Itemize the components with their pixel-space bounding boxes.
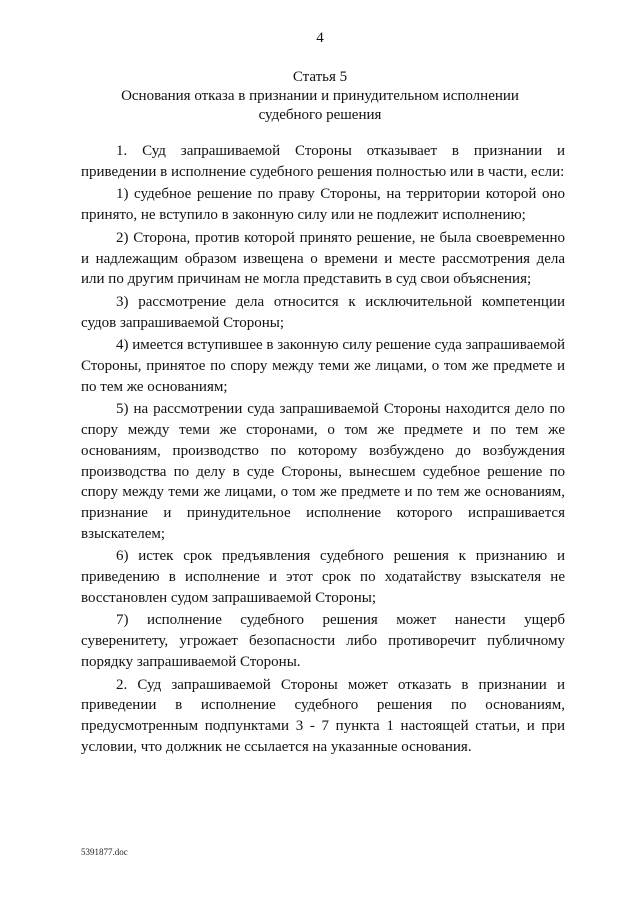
article-subtitle-line-1: Основания отказа в признании и принудительном исполнении xyxy=(121,88,519,104)
subpoint-2: 2) Сторона, против которой принято решение, не была своевременно и надлежащим образом извещена о времени и месте рассмотрения дела или по другим причинам не могла представить в суд свои объяснения; xyxy=(81,229,565,288)
article-subtitle-line-2: судебного решения xyxy=(258,107,382,123)
paragraph-2: 2. Суд запрашиваемой Стороны может отказать в признании и приведении в исполнение судебного решения по основаниям, предусмотренным подпунктами 3 - 7 пункта 1 настоящей статьи, и при условии, что должник не ссылается на указанные основания. xyxy=(81,676,565,755)
subpoint-4: 4) имеется вступившее в законную силу решение суда запрашиваемой Стороны, принятое по спору между теми же лицами, о том же предмете и по тем же основаниям; xyxy=(81,337,566,395)
article-heading xyxy=(80,68,560,125)
document-code: 5391877.doc xyxy=(81,847,128,857)
paragraph-1: 1. Суд запрашиваемой Стороны отказывает в признании и приведении в исполнение судебного решения полностью или в части, если: xyxy=(81,143,565,180)
page-number: 4 xyxy=(316,30,324,46)
subpoint-7: 7) исполнение судебного решения может нанести ущерб суверенитету, угрожает безопасности либо противоречит публичному порядку запрашиваемой Стороны. xyxy=(81,612,565,670)
article-title: Статья 5 xyxy=(292,69,348,85)
subpoint-6: 6) истек срок предъявления судебного решения к признанию и приведению в исполнение и этот срок по ходатайству взыскателя не восстановлен судом запрашиваемой Стороны; xyxy=(81,548,565,606)
subpoint-3: 3) рассмотрение дела относится к исключительной компетенции судов запрашиваемой Стороны; xyxy=(81,293,565,331)
article-body xyxy=(81,141,565,757)
subpoint-1: 1) судебное решение по праву Стороны, на территории которой оно принято, не вступило в законную силу или не подлежит исполнению; xyxy=(81,186,565,224)
subpoint-5: 5) на рассмотрении суда запрашиваемой Стороны находится дело по спору между теми же сторонами, о том же предмете и по тем же основаниям, производство по которому возбуждено до возбуждения производства по делу в суде Стороны, вынесшем судебное решение по спору между теми же лицами, о том же предмете и по тем же основаниям, признание и принудительное исполнение которого испрашивается взыскателем; xyxy=(81,401,565,542)
